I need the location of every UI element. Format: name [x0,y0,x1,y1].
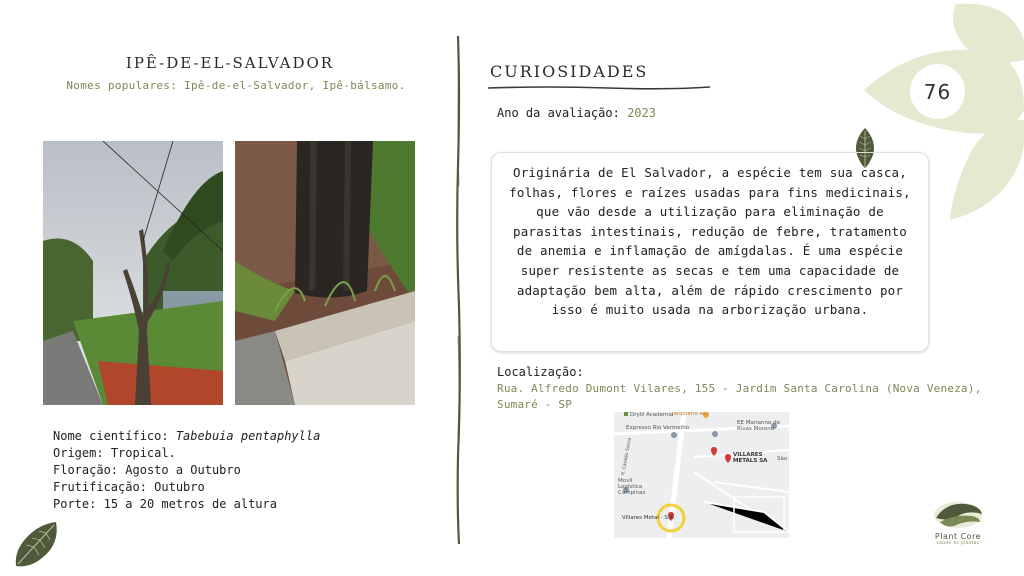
fact-origin [53,445,320,462]
page-number: 76 [910,64,965,119]
fact-scientific [53,428,320,445]
map-label-street: R. Catalão Sousa [621,437,633,476]
species-facts [53,428,320,513]
origin-value: Tropical. [110,446,176,460]
location-map [614,412,789,538]
popular-names-value: Ipê-de-el-Salvador, Ipê-bálsamo. [184,79,406,92]
year-label: Ano da avaliação: [497,106,620,120]
vertical-divider [453,36,465,544]
evaluation-year [497,106,656,120]
fact-fruiting [53,479,320,496]
popular-names-label: Nomes populares: [66,79,178,92]
brand-tagline: saúde às plantas [936,541,980,546]
size-value: 15 a 20 metros de altura [103,497,277,511]
origin-label: Origem: [53,446,104,460]
map-label-academy: Drylil Academia [630,412,674,418]
size-label: Porte: [53,497,97,511]
leaf-decoration-icon [12,520,60,570]
map-label-movil: Movil Logística Campinas [618,478,646,496]
map-label-villares-metal: Villares Metal - S.A. [622,515,676,521]
scientific-label: Nome científico: [53,429,169,443]
location-address: Rua. Alfredo Dumont Vilares, 155 - Jardim Santa Carolina (Nova Veneza), Sumaré - SP [497,382,982,411]
brand-logo [918,500,998,550]
fact-size [53,496,320,513]
fruiting-value: Outubro [154,480,205,494]
map-label-sao: São [777,456,788,462]
map-label-villares: VILLARES METALS SA [733,452,768,464]
flowering-value: Agosto a Outubro [125,463,241,477]
flowering-label: Floração: [53,463,119,477]
map-label-marianne: EE Marianne de Rivas Moreno [737,420,780,432]
plant-core-logo-icon [932,500,984,530]
title-underline [488,84,710,92]
year-value: 2023 [627,106,656,120]
scientific-name: Tabebuia pentaphylla [175,429,321,443]
brand-name: Plant Core [934,532,982,541]
location-label: Localização: [497,365,584,379]
tree-photo-full [43,141,223,405]
map-label-jardim: Jardinkho Rol [672,412,708,417]
popular-names [0,79,472,92]
curiosities-text: Originária de El Salvador, a espécie tem sua casca, folhas, flores e raízes usadas para fins medicinais, que vão desde a utilização para eliminação de parasitas intestinais, redução de febre, tratamento de anemia e inflamação de amígdalas. É uma espécie super resistente as secas e tem uma capacidade de adaptação bem alta, além de rápido crescimento por isso é muito usada na arborização urbana. [509,165,911,318]
fact-flowering [53,462,320,479]
species-title: IPÊ-DE-EL-SALVADOR [125,54,335,72]
curiosities-title: CURIOSIDADES [490,62,649,81]
fruiting-label: Frutificação: [53,480,147,494]
tree-trunk-photo [235,141,415,405]
map-label-expresso: Expresso Rio Vermelho [626,425,690,431]
